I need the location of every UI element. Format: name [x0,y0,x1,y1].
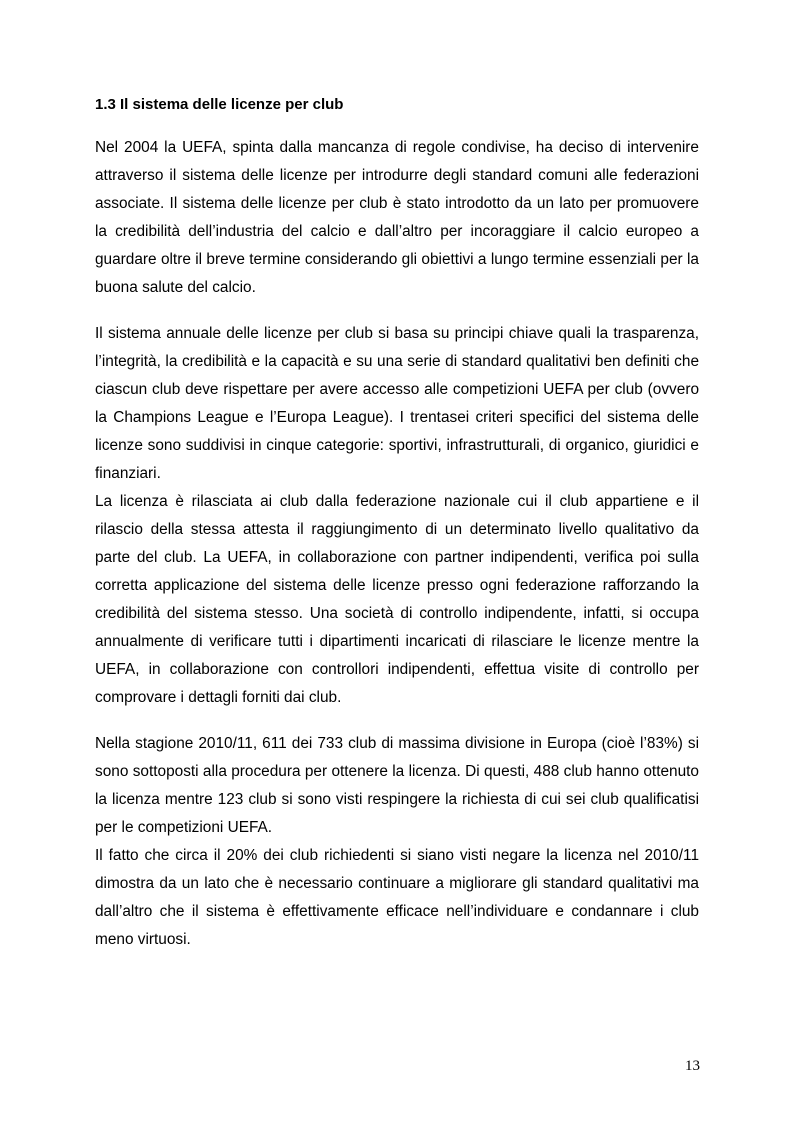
paragraph-uefa-introduction: Nel 2004 la UEFA, spinta dalla mancanza di regole condivise, ha deciso di intervenire attraverso il sistema delle licenze per introdurre degli standard comuni alle federazioni associate. Il sistema delle licenze per club è stato introdotto da un lato per promuovere la credibilità dell’industria del calcio e dall’altro per incoraggiare il calcio europeo a guardare oltre il breve termine considerando gli obiettivi a lungo termine essenziali per la buona salute del calcio. [95,139,699,296]
section-heading: 1.3 Il sistema delle licenze per club [95,96,344,113]
paragraph-licensing-principles: Il sistema annuale delle licenze per club si basa su principi chiave quali la trasparenza, l’integrità, la credibilità e la capacità e su una serie di standard qualitativi ben definiti che ciascun club deve rispettare per avere accesso alle competizioni UEFA per club (ovvero la Champions League e l’Europa League). I trentasei criteri specifici del sistema delle licenze sono suddivisi in cinque categorie: sportivi, infrastrutturali, di organico, giuridici e finanziari. [95,325,699,482]
paragraph-licence-issuance: La licenza è rilasciata ai club dalla federazione nazionale cui il club appartiene e il rilascio della stessa attesta il raggiungimento di un determinato livello qualitativo da parte del club. La UEFA, in collaborazione con partner indipendenti, verifica poi sulla corretta applicazione del sistema delle licenze presso ogni federazione rafforzando la credibilità del sistema stesso. Una società di controllo indipendente, infatti, si occupa annualmente di verificare tutti i dipartimenti incaricati di rilasciare le licenze mentre la UEFA, in collaborazione con controllori indipendenti, effettua visite di controllo per comprovare i dettagli forniti dai club. [95,493,699,706]
page-number: 13 [685,1058,700,1074]
page-content [95,92,699,954]
paragraph-conclusion: Il fatto che circa il 20% dei club richiedenti si siano visti negare la licenza nel 2010/11 dimostra da un lato che è necessario continuare a migliorare gli standard qualitativi ma dall’altro che il sistema è effettivamente efficace nell’individuare e condannare i club meno virtuosi. [95,847,699,948]
paragraph-season-statistics: Nella stagione 2010/11, 611 dei 733 club di massima divisione in Europa (cioè l’83%) si sono sottoposti alla procedura per ottenere la licenza. Di questi, 488 club hanno ottenuto la licenza mentre 123 club si sono visti respingere la richiesta di cui sei club qualificatisi per le competizioni UEFA. [95,735,699,836]
